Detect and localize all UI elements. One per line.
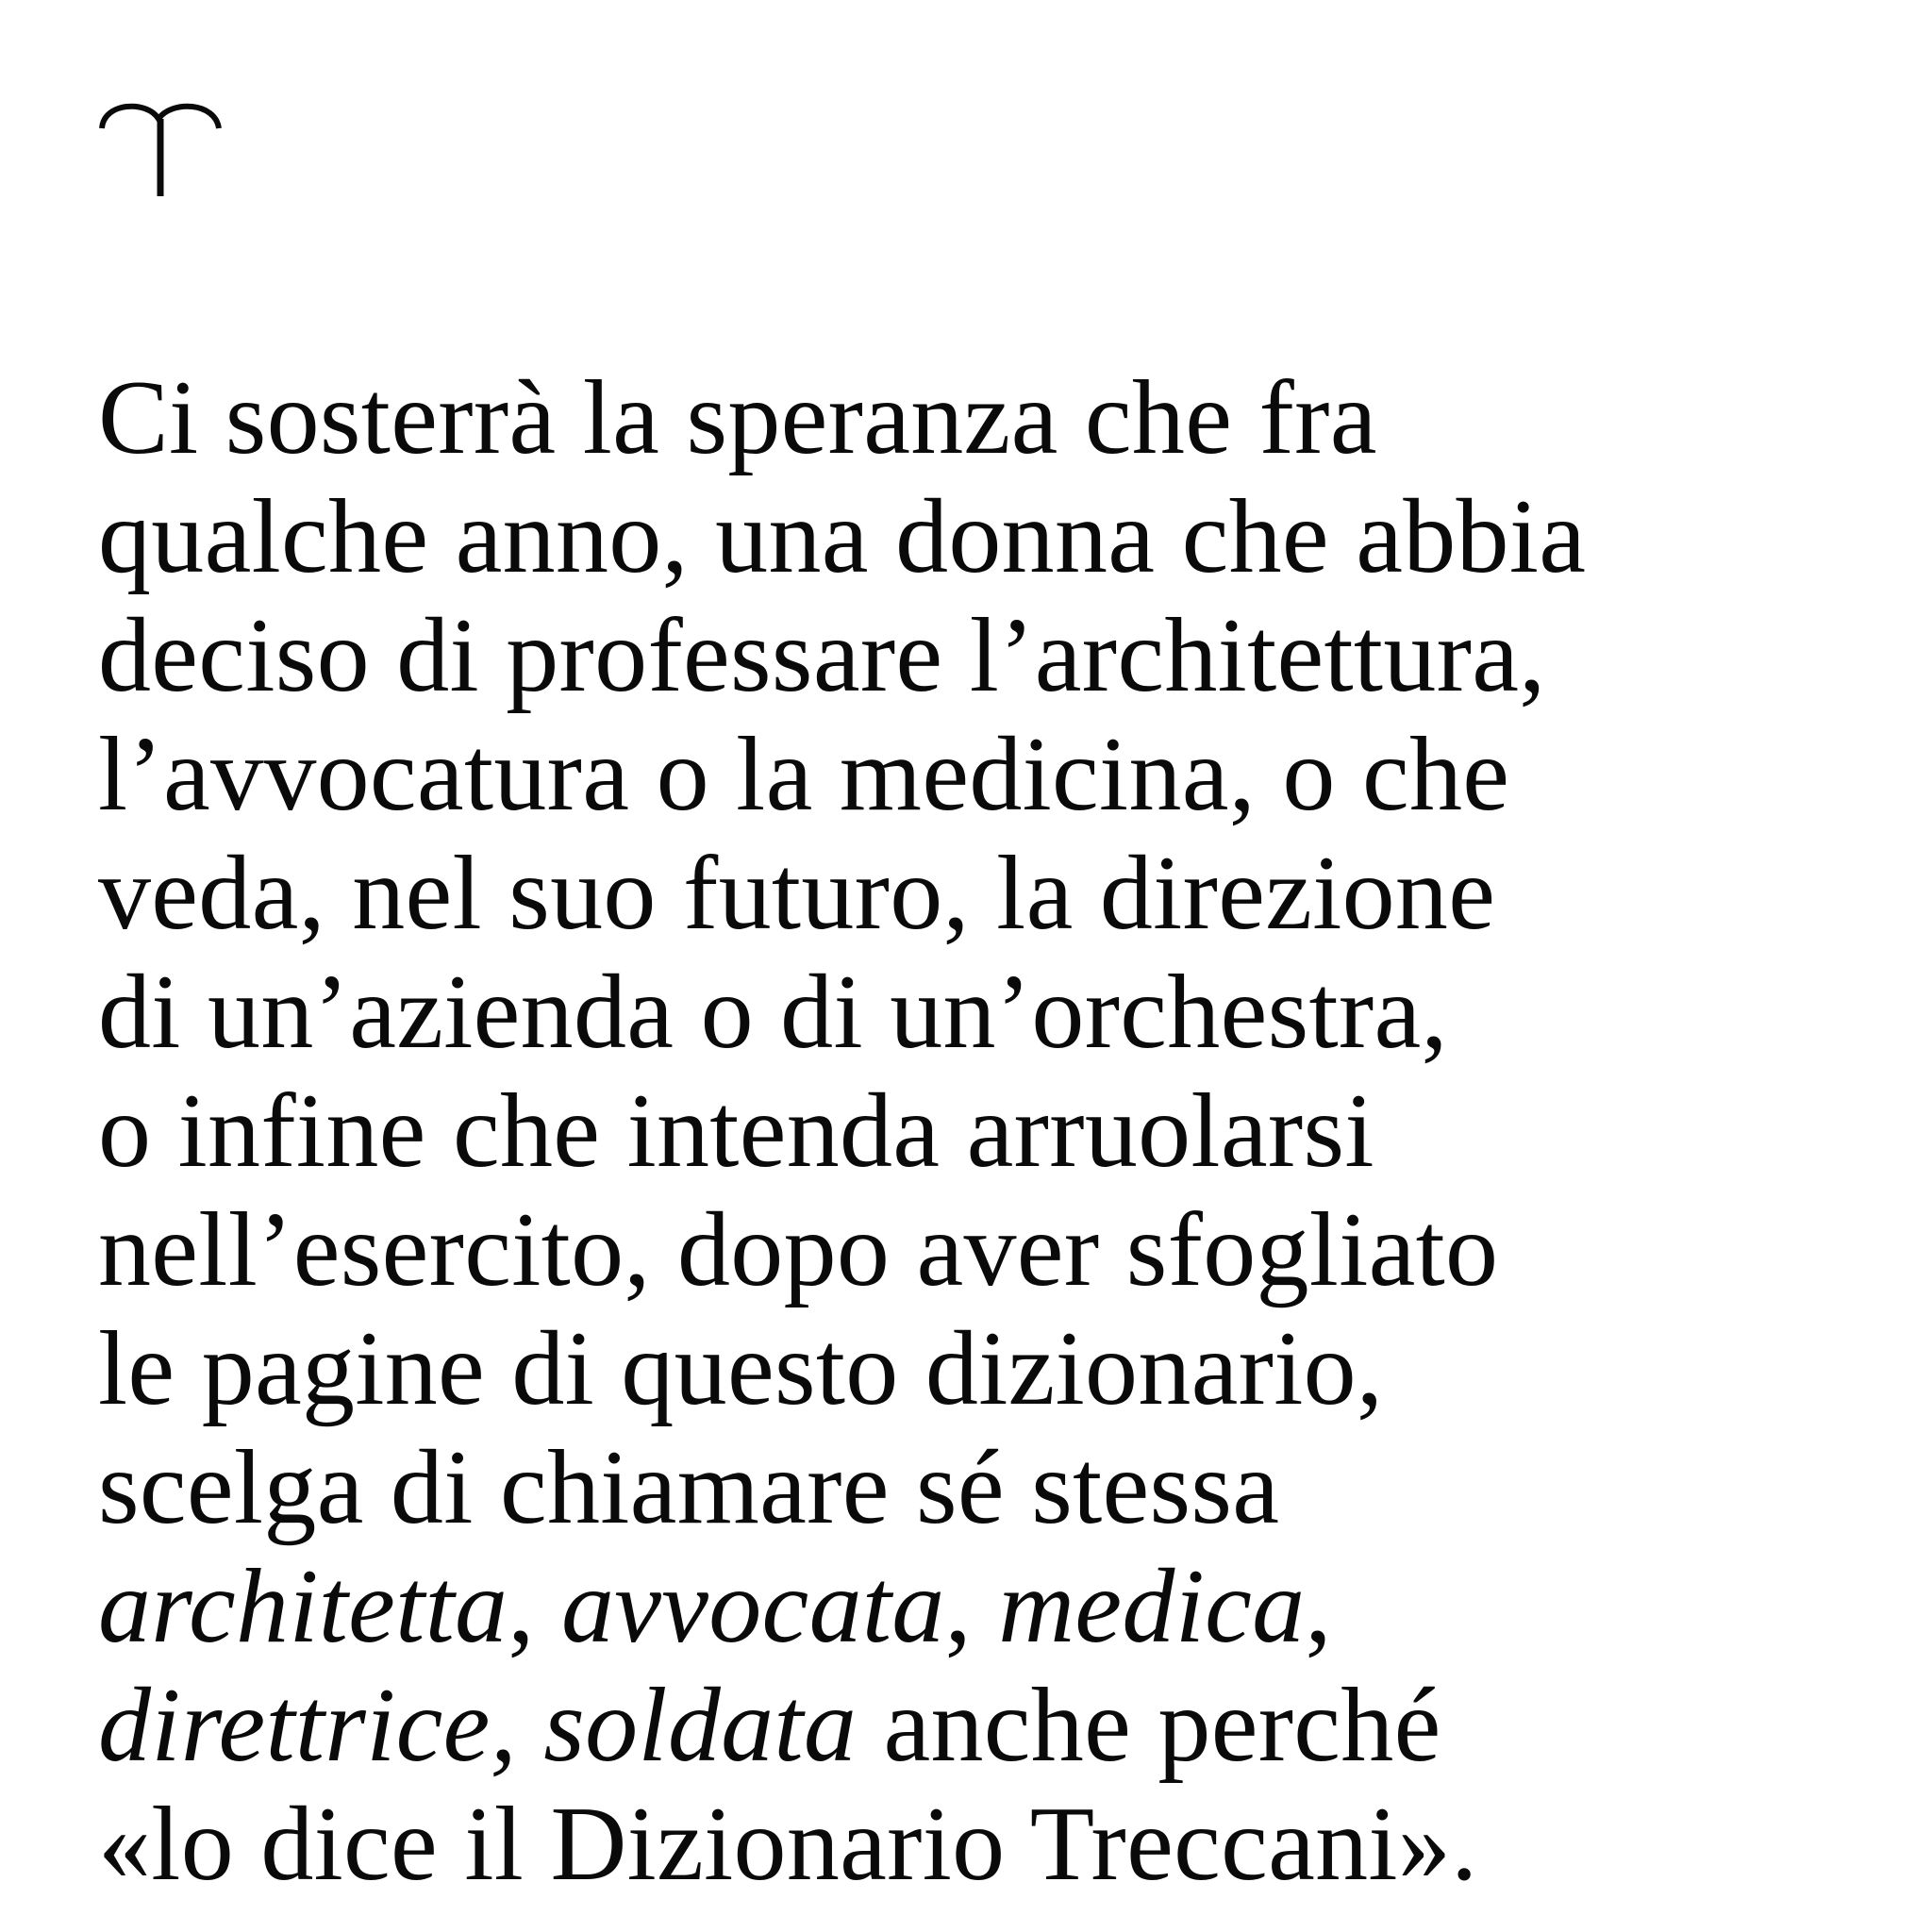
separator: , xyxy=(1305,1548,1332,1665)
quote-line-13: «lo dice il Dizionario Treccani». xyxy=(98,1786,1478,1903)
separator: , xyxy=(944,1548,999,1665)
quote-line-7: o infine che intenda arruolarsi xyxy=(98,1073,1374,1190)
quote-line-10: scelga di chiamare sé stessa xyxy=(98,1429,1280,1546)
italic-term-medica: medica xyxy=(998,1548,1306,1665)
italic-term-direttrice: direttrice xyxy=(98,1667,491,1784)
quote-line-5: veda, nel suo futuro, la direzione xyxy=(98,835,1496,952)
quote-line-4: l’avvocatura o la medicina, o che xyxy=(98,716,1510,833)
separator: , xyxy=(508,1548,561,1665)
quote-line-12-rest: anche perché xyxy=(857,1667,1441,1784)
quote-line-2: qualche anno, una donna che abbia xyxy=(98,478,1587,595)
italic-term-architetta: architetta xyxy=(98,1548,508,1665)
italic-term-soldata: soldata xyxy=(543,1667,858,1784)
quote-line-3: deciso di professare l’architettura, xyxy=(98,597,1546,714)
treccani-logo xyxy=(98,98,223,198)
quote-line-12 xyxy=(98,1666,1872,1785)
separator: , xyxy=(490,1667,544,1784)
treccani-t-logo-icon xyxy=(98,98,223,198)
quote-line-9: le pagine di questo dizionario, xyxy=(98,1310,1384,1427)
quote-line-1: Ci sosterrà la speranza che fra xyxy=(98,359,1377,476)
quote-line-11 xyxy=(98,1547,1872,1666)
quote-line-6: di un’azienda o di un’orchestra, xyxy=(98,954,1448,1071)
quote-line-8: nell’esercito, dopo aver sfogliato xyxy=(98,1191,1499,1308)
quote-text xyxy=(98,358,1872,1904)
italic-term-avvocata: avvocata xyxy=(560,1548,945,1665)
